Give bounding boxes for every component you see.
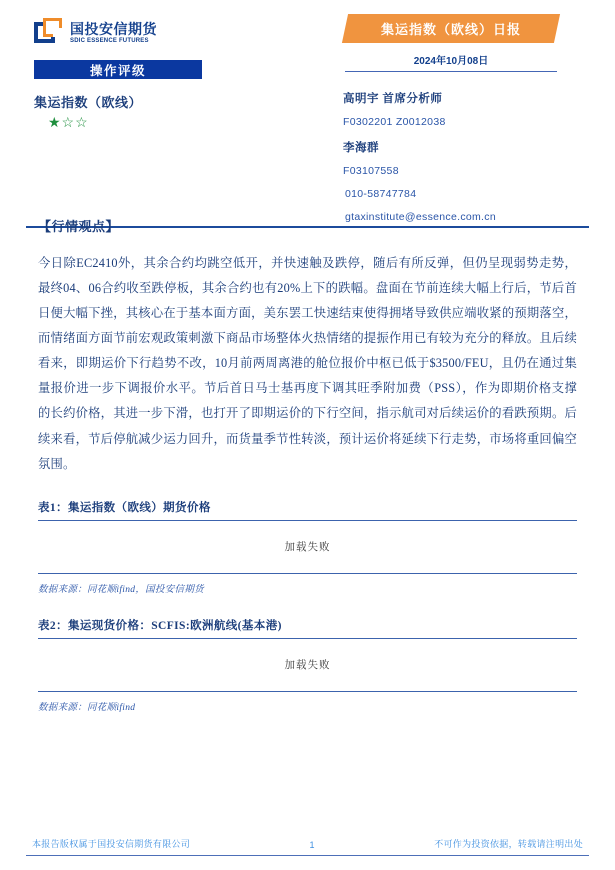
exhibit-2-load-failed-text: 加载失败 — [284, 660, 331, 672]
exhibit-1-chart-area — [38, 521, 577, 574]
analyst-contact-block — [329, 90, 589, 223]
exhibit-1-source: 数据来源：同花顺ifind，国投安信期货 — [38, 584, 204, 595]
exhibit-2-source: 数据来源：同花顺ifind — [38, 702, 136, 713]
report-title-banner — [342, 14, 560, 43]
exhibit-2-title: 表2：集运现货价格：SCFIS:欧洲航线(基本港) — [38, 617, 577, 639]
contact-email[interactable]: gtaxinstitute@essence.com.cn — [345, 211, 496, 223]
market-view-heading: 【行情观点】 — [38, 219, 120, 234]
report-date: 2024年10月08日 — [345, 52, 557, 72]
exhibit-1-title: 表1：集运指数（欧线）期货价格 — [38, 499, 577, 521]
analyst-primary-license: F0302201 Z0012038 — [343, 116, 446, 128]
analyst-primary-name: 高明宇 首席分析师 — [343, 93, 443, 105]
logo-company-name-cn: 国投安信期货 — [70, 21, 157, 37]
footer-divider — [26, 855, 589, 856]
exhibit-1-load-failed-text: 加载失败 — [284, 542, 331, 554]
market-view-paragraph: 今日除EC2410外，其余合约均跳空低开，并快速触及跌停，随后有所反弹，但仍呈现弱势走势，最终04、06合约收至跌停板，其余合约也有20%上下的跌幅。盘面在节前连续大幅上行后，节后首日便大幅下挫，其核心在于基本面方面，美东罢工快速结束使得拥堵导致供应端收紧的预期落空，而情绪面方面节前宏观政策刺激下商品市场整体火热情绪的提振作用已有较为充分的释放。且后续看来，即期运价下行趋势不改，10月前两周离港的舱位报价中枢已低于$3500/FEU，且仍在通过集量报价进一步下调报价水平。节后首日马士基再度下调其旺季附加费（PSS），作为即期价格支撑的长约价格，其进一步下滑，也打开了即期运价的下行空间，指示航司对后续运价的看跌预期。后续来看，节后停航减少运力回升，而货量季节性转淡，预计运价将延续下行走势，市场将重回偏空氛围。 — [38, 256, 577, 471]
footer-page-number: 1 — [309, 840, 315, 850]
analyst-secondary-name: 李海群 — [343, 142, 379, 154]
report-footer — [26, 837, 589, 856]
sdic-essence-futures-logo-icon — [34, 18, 64, 48]
exhibit-2 — [26, 617, 589, 713]
analyst-secondary-license: F03107558 — [343, 165, 399, 177]
exhibit-2-chart-area — [38, 639, 577, 692]
footer-copyright: 本报告版权属于国投安信期货有限公司 — [32, 839, 191, 849]
header-left-block — [34, 18, 284, 131]
company-logo — [34, 18, 284, 48]
operation-rating-bar: 操作评级 — [34, 60, 202, 79]
report-title-text: 集运指数（欧线）日报 — [380, 22, 521, 37]
contact-phone: 010-58747784 — [345, 188, 417, 200]
rating-stars: ★☆☆ — [48, 116, 89, 131]
header-right-block — [329, 14, 589, 234]
report-header — [26, 0, 589, 223]
footer-row — [26, 837, 589, 855]
logo-text — [70, 22, 157, 44]
footer-disclaimer: 不可作为投资依据，转载请注明出处 — [434, 839, 583, 849]
product-name: 集运指数（欧线） — [34, 95, 143, 110]
exhibit-1 — [26, 499, 589, 595]
logo-company-name-en: SDIC ESSENCE FUTURES — [70, 37, 149, 44]
main-content — [26, 216, 589, 477]
